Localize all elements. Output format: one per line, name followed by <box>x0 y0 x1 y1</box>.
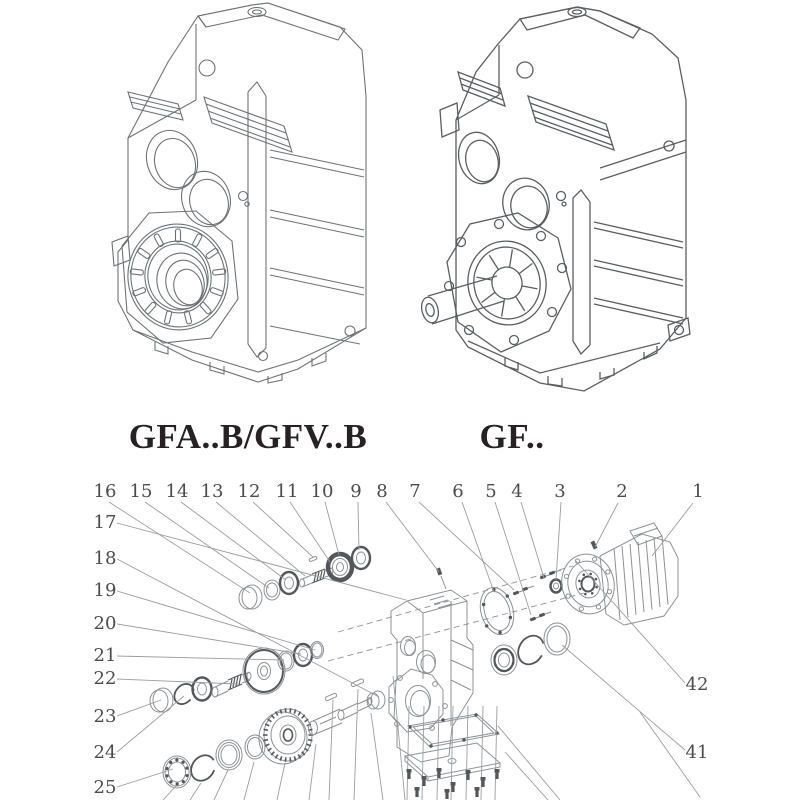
gearbox-drawing-gf <box>419 7 690 391</box>
side-ribs-left-figure <box>270 150 364 344</box>
callout-19: 19 <box>93 580 117 601</box>
callout-42: 42 <box>685 674 709 695</box>
callout-15: 15 <box>129 481 153 502</box>
cooling-fins-right <box>458 72 614 150</box>
figure-label-right: GF.. <box>479 417 545 456</box>
callout-13: 13 <box>200 481 224 502</box>
part-intermediate-row <box>150 642 324 713</box>
callout-24: 24 <box>93 742 117 763</box>
part-screws <box>513 570 561 621</box>
output-flange <box>445 213 572 352</box>
output-bearing-boss <box>120 211 238 343</box>
callout-10: 10 <box>310 481 334 502</box>
output-shaft-right-figure <box>419 276 504 325</box>
part-snap-ring <box>513 631 549 669</box>
gearbox-drawing-gfab <box>112 3 366 383</box>
callout-1: 1 <box>692 481 704 502</box>
callout-11: 11 <box>275 481 299 502</box>
front-strap-right-figure <box>573 190 590 354</box>
figure-label-left: GFA..B/GFV..B <box>128 417 368 456</box>
callout-4: 4 <box>511 481 523 502</box>
callout-12: 12 <box>237 481 261 502</box>
callout-25: 25 <box>93 777 117 798</box>
callout-7: 7 <box>409 481 421 502</box>
callout-8: 8 <box>376 481 388 502</box>
callout-17: 17 <box>93 512 117 533</box>
part-output-row <box>163 708 313 788</box>
callout-23: 23 <box>93 706 117 727</box>
part-snap-ring-output <box>186 751 220 786</box>
callout-5: 5 <box>485 481 497 502</box>
part-output-shaft <box>309 698 373 736</box>
base-feet-right-figure <box>468 341 660 386</box>
callout-9: 9 <box>350 481 362 502</box>
part-flat-gear <box>243 648 285 694</box>
part-bushing <box>551 580 562 593</box>
part-bearing-ring-set <box>491 623 570 675</box>
callout-16: 16 <box>93 481 117 502</box>
callout-21: 21 <box>93 645 117 666</box>
base-feet <box>112 236 366 383</box>
cooling-fins-left <box>128 92 292 152</box>
callout-2: 2 <box>616 481 628 502</box>
part-input-shaft-row <box>239 547 370 609</box>
callout-18: 18 <box>93 548 117 569</box>
callout-41: 41 <box>685 742 709 763</box>
callout-20: 20 <box>93 613 117 634</box>
front-strap <box>248 82 266 357</box>
callout-3: 3 <box>554 481 566 502</box>
part-output-gear <box>259 708 313 764</box>
callout-6: 6 <box>452 481 464 502</box>
part-motor-flange <box>556 549 621 620</box>
callout-22: 22 <box>93 668 117 689</box>
side-ribs-right-figure <box>594 140 690 341</box>
exploded-assembly <box>150 523 678 800</box>
part-flange-gasket <box>475 584 519 639</box>
callout-14: 14 <box>165 481 189 502</box>
part-pinion-gear <box>328 554 352 580</box>
part-callouts <box>94 481 709 798</box>
